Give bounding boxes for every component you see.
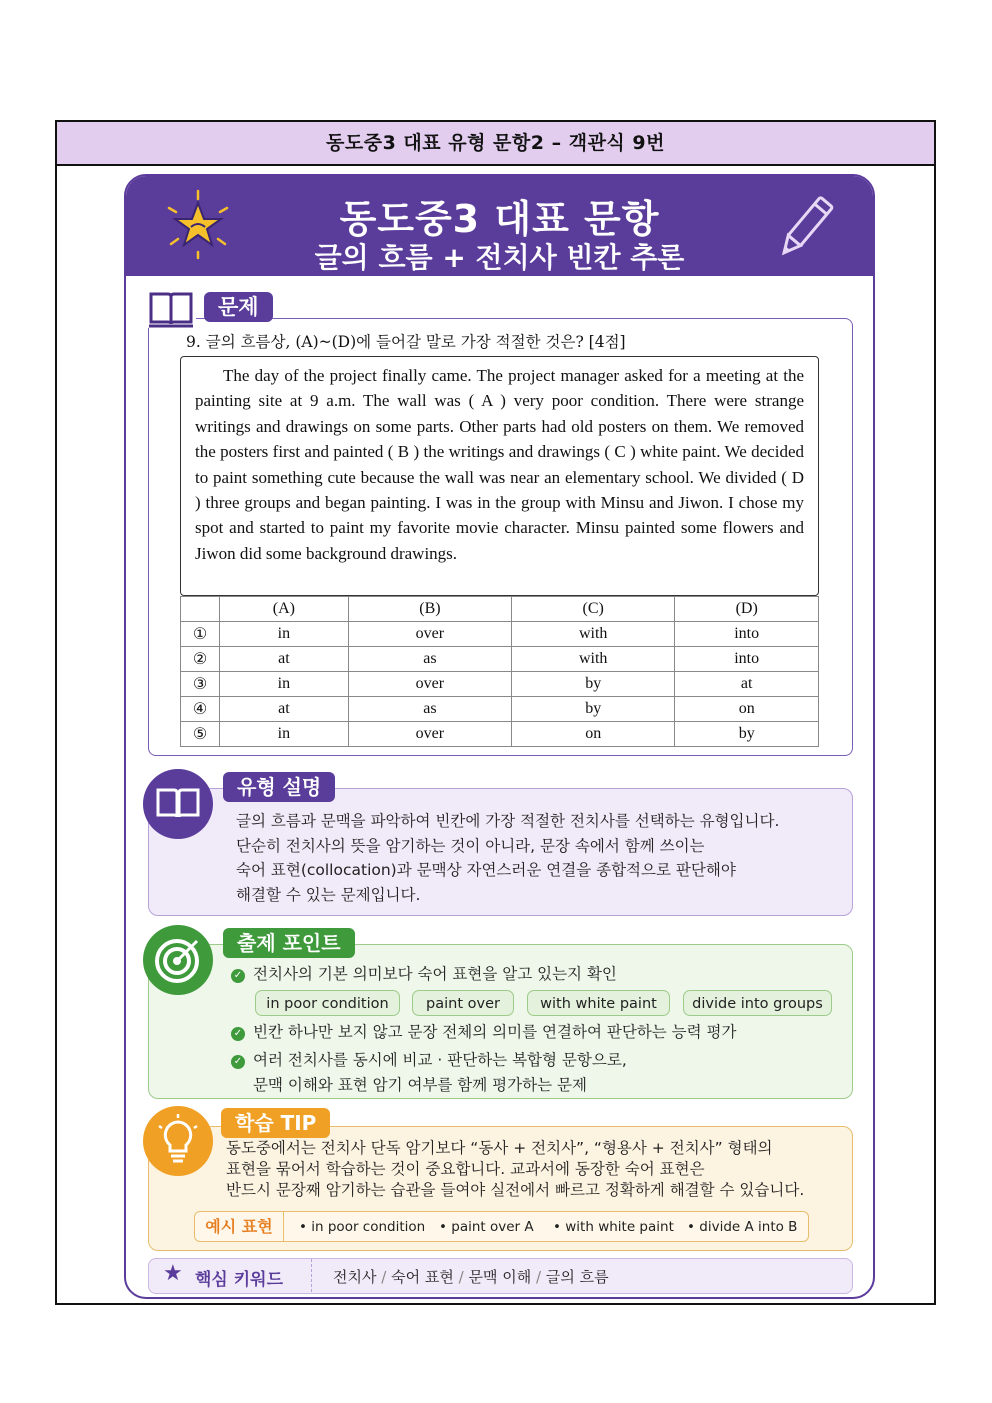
expression-pill: divide into groups bbox=[683, 990, 832, 1016]
table-cell: by bbox=[675, 722, 819, 747]
keyword-separator: / bbox=[381, 1268, 387, 1286]
check-icon: ✓ bbox=[231, 969, 245, 983]
expression-pill: with white paint bbox=[527, 990, 670, 1016]
question-card bbox=[124, 174, 875, 1299]
example-expressions bbox=[194, 1211, 809, 1242]
banner bbox=[126, 176, 873, 276]
table-header: (A) bbox=[220, 597, 349, 622]
target-icon bbox=[143, 925, 213, 995]
star-icon: ★ bbox=[163, 1261, 183, 1286]
example-label: 예시 표현 bbox=[195, 1212, 284, 1241]
book-circle-icon bbox=[143, 769, 213, 839]
banner-title: 동도중3 대표 문항 bbox=[339, 197, 660, 241]
example-item: • divide A into B bbox=[687, 1219, 798, 1235]
keyword-separator: / bbox=[535, 1268, 542, 1286]
table-cell: by bbox=[512, 672, 675, 697]
text-line: 해결할 수 있는 문제입니다. bbox=[236, 885, 421, 904]
answer-choice-row[interactable] bbox=[181, 722, 819, 747]
exam-point-3 bbox=[231, 1048, 627, 1097]
expression-pill: paint over bbox=[412, 990, 514, 1016]
expression-pill: in poor condition bbox=[255, 990, 400, 1016]
choice-number: ⑤ bbox=[181, 722, 220, 747]
table-cell: with bbox=[512, 647, 675, 672]
answer-choice-row[interactable] bbox=[181, 647, 819, 672]
table-header: (B) bbox=[348, 597, 511, 622]
table-cell: at bbox=[675, 672, 819, 697]
table-header bbox=[181, 597, 220, 622]
question-text: 9. 글의 흐름상, (A)~(D)에 들어갈 말로 가장 적절한 것은? [4점] bbox=[186, 333, 626, 351]
text-line: 표현을 묶어서 학습하는 것이 중요합니다. 교과서에 동장한 숙어 표현은 bbox=[226, 1160, 705, 1178]
choice-number: ③ bbox=[181, 672, 220, 697]
choice-number: ④ bbox=[181, 697, 220, 722]
table-cell: over bbox=[348, 672, 511, 697]
question-label: 문제 bbox=[204, 292, 273, 322]
page-header-title: 동도중3 대표 유형 문항2 – 객관식 9번 bbox=[57, 122, 934, 166]
table-cell: as bbox=[348, 697, 511, 722]
point-text: 빈칸 하나만 보지 않고 문장 전체의 의미를 연결하여 판단하는 능력 평가 bbox=[253, 1023, 737, 1041]
table-cell: into bbox=[675, 622, 819, 647]
table-cell: with bbox=[512, 622, 675, 647]
exam-points-label: 출제 포인트 bbox=[223, 928, 355, 958]
check-icon: ✓ bbox=[231, 1055, 245, 1069]
table-header: (C) bbox=[512, 597, 675, 622]
exam-point-1 bbox=[231, 962, 617, 987]
point-text: 전치사의 기본 의미보다 숙어 표현을 알고 있는지 확인 bbox=[253, 965, 617, 983]
book-icon bbox=[146, 289, 196, 329]
text-line: 동도중에서는 전치사 단독 암기보다 “동사 + 전치사”, “형용사 + 전치사” 형태의 bbox=[226, 1139, 773, 1157]
text-line: 반드시 문장째 암기하는 습관을 들여야 실전에서 빠르고 정확하게 해결할 수 있습니다. bbox=[226, 1181, 805, 1199]
keywords-label: 핵심 키워드 bbox=[195, 1270, 284, 1290]
table-cell: on bbox=[675, 697, 819, 722]
passage-text: The day of the project finally came. The project manager asked for a meeting at the painting site at 9 a.m. The wall was ( A ) very poor condition. There were strange writings and drawings on some parts. Other parts had old posters on them. We removed the posters first and painted ( B ) the writings and drawings ( C ) white paint. We decided to paint something cute because the wall was near an elementary school. We divided ( D ) three groups and began painting. I was in the group with Minsu and Jiwon. I chose my spot and started to paint my favorite movie character. Minsu painted some flowers and Jiwon did some background drawings. bbox=[195, 366, 804, 563]
lightbulb-icon bbox=[143, 1106, 213, 1176]
answer-table bbox=[180, 596, 819, 747]
study-tip-text bbox=[226, 1138, 804, 1201]
keyword: 전치사 bbox=[333, 1268, 377, 1286]
text-line: 숙어 표현(collocation)과 문맥상 자연스러운 연결을 종합적으로 판단해야 bbox=[236, 861, 736, 879]
banner-subtitle: 글의 흐름 + 전치사 빈칸 추론 bbox=[314, 241, 685, 274]
type-description-label: 유형 설명 bbox=[223, 772, 335, 802]
table-cell: at bbox=[220, 697, 349, 722]
choice-number: ① bbox=[181, 622, 220, 647]
text-line: 글의 흐름과 문맥을 파악하여 빈칸에 가장 적절한 전치사를 선택하는 유형입니다. bbox=[236, 812, 780, 830]
answer-choice-row[interactable] bbox=[181, 697, 819, 722]
table-cell: over bbox=[348, 622, 511, 647]
example-item: • with white paint bbox=[553, 1219, 674, 1235]
table-header-row bbox=[181, 597, 819, 622]
table-header: (D) bbox=[675, 597, 819, 622]
page-frame bbox=[55, 120, 936, 1305]
table-cell: into bbox=[675, 647, 819, 672]
table-cell: over bbox=[348, 722, 511, 747]
table-cell: by bbox=[512, 697, 675, 722]
table-cell: in bbox=[220, 672, 349, 697]
keyword: 글의 흐름 bbox=[545, 1268, 609, 1286]
reading-passage bbox=[180, 356, 819, 596]
keyword-separator: / bbox=[458, 1268, 464, 1286]
keywords-label-tab bbox=[149, 1259, 312, 1292]
pencil-icon bbox=[771, 194, 837, 264]
table-cell: in bbox=[220, 622, 349, 647]
table-cell: in bbox=[220, 722, 349, 747]
point-text: 여러 전치사를 동시에 비교 · 판단하는 복합형 문항으로, bbox=[253, 1051, 627, 1069]
study-tip-label: 학습 TIP bbox=[221, 1108, 330, 1138]
table-cell: as bbox=[348, 647, 511, 672]
point-text: 문맥 이해와 표현 암기 여부를 함께 평가하는 문제 bbox=[253, 1075, 587, 1094]
type-description-text bbox=[236, 809, 779, 907]
answer-choice-row[interactable] bbox=[181, 672, 819, 697]
keyword: 숙어 표현 bbox=[391, 1268, 454, 1286]
table-cell: on bbox=[512, 722, 675, 747]
table-cell: at bbox=[220, 647, 349, 672]
keywords-list bbox=[333, 1266, 609, 1287]
keywords-box bbox=[148, 1258, 853, 1294]
text-line: 단순히 전치사의 뜻을 암기하는 것이 아니라, 문장 속에서 함께 쓰이는 bbox=[236, 836, 705, 855]
example-item: • in poor condition bbox=[299, 1219, 426, 1235]
choice-number: ② bbox=[181, 647, 220, 672]
example-item: • paint over A bbox=[439, 1219, 534, 1235]
answer-choice-row[interactable] bbox=[181, 622, 819, 647]
check-icon: ✓ bbox=[231, 1027, 245, 1041]
keyword: 문맥 이해 bbox=[468, 1268, 532, 1286]
exam-point-2 bbox=[231, 1020, 737, 1045]
